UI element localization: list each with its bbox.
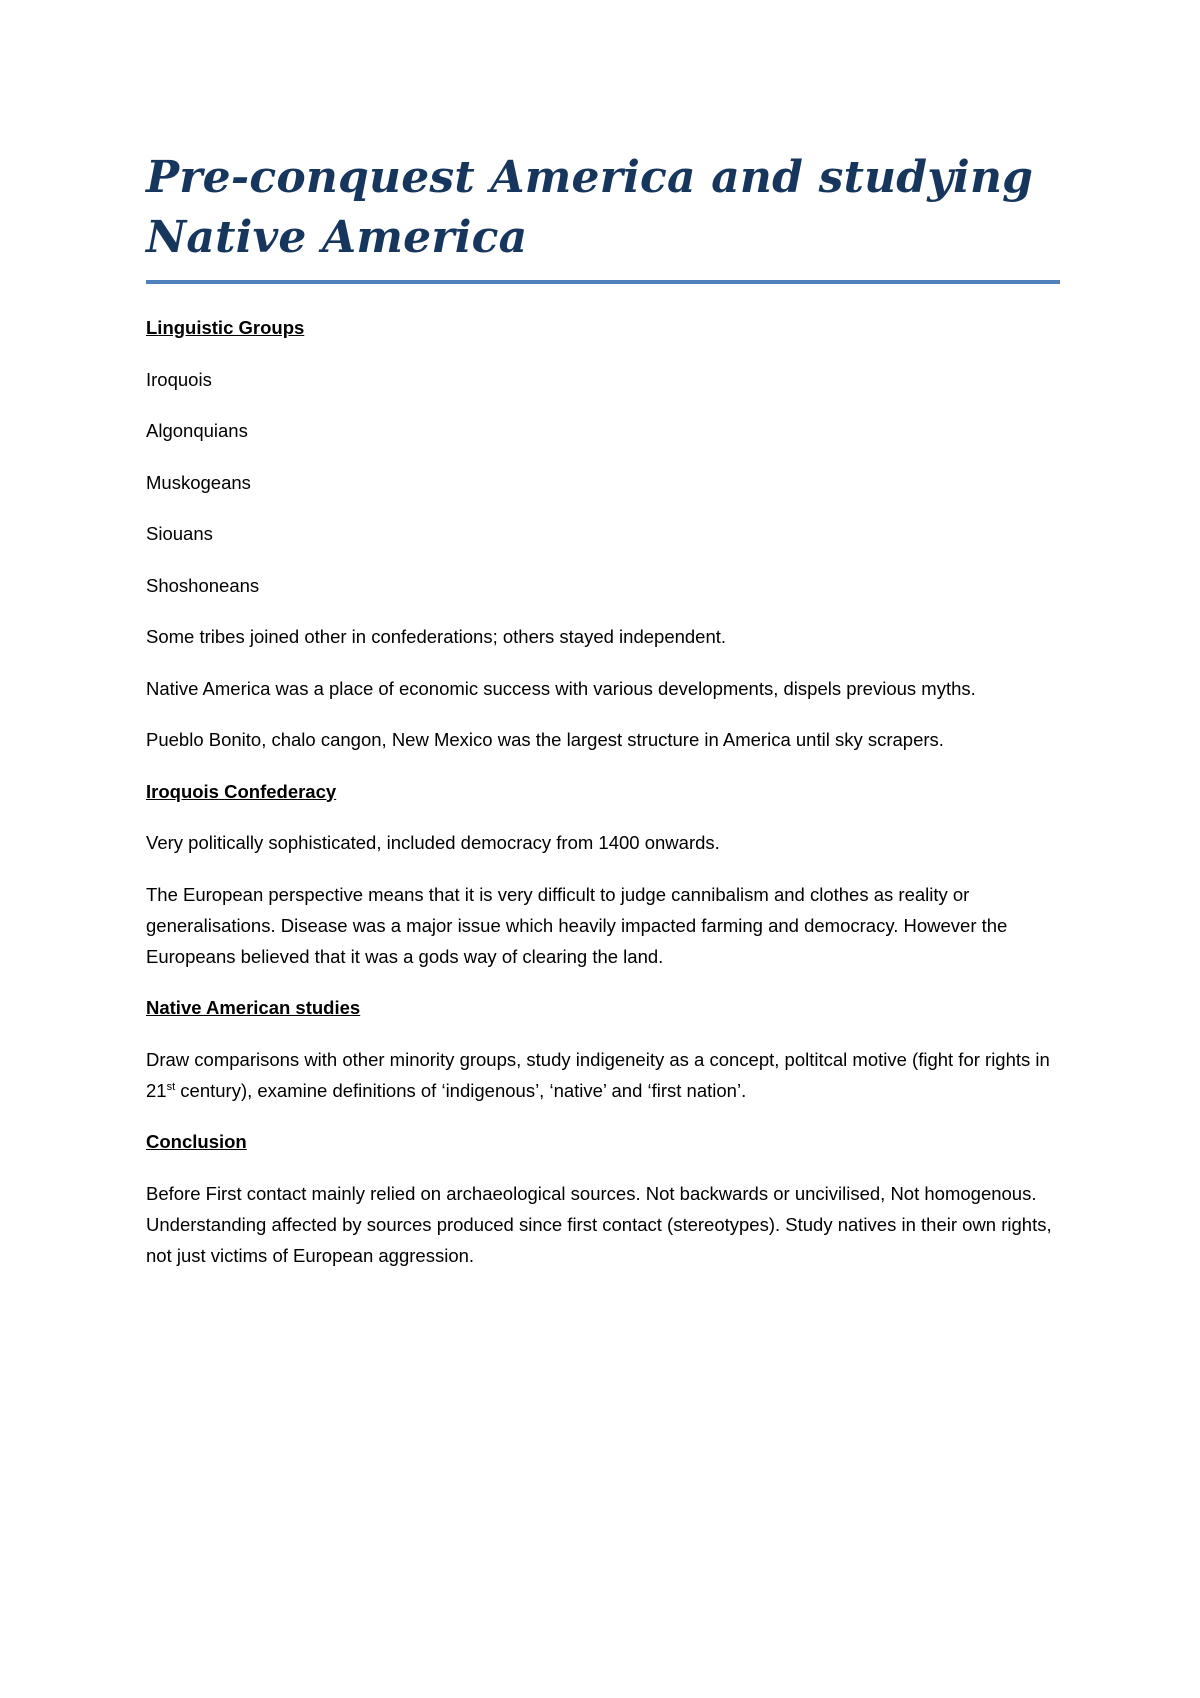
paragraph-conclusion: Before First contact mainly relied on archaeological sources. Not backwards or uncivilised, Not homogenous. Understanding affected by sources produced since first contact (stereotypes). Study natives in their own rights, not just victims of European aggression. — [146, 1182, 1052, 1266]
title-line-2: Native America — [146, 212, 528, 263]
ordinal-suffix: st — [166, 1080, 176, 1093]
paragraph-confederations: Some tribes joined other in confederations; others stayed independent. — [146, 626, 727, 647]
paragraph-comparisons — [146, 1044, 1058, 1106]
paragraph-politically-sophisticated: Very politically sophisticated, included democracy from 1400 onwards. — [146, 832, 720, 853]
comparisons-text-start: Draw comparisons with other minority groups, study indigeneity as a concept, poltitcal motive (fight for rights in 21 — [146, 1048, 1050, 1101]
list-item: Iroquois — [146, 368, 212, 390]
heading-conclusion: Conclusion — [146, 1131, 247, 1152]
paragraph-european-perspective: The European perspective means that it is very difficult to judge cannibalism and clothes as reality or generalisations. Disease was a major issue which heavily impacted farming and democracy. However the Europeans believed that it was a gods way of clearing the land. — [146, 883, 1008, 967]
paragraph-economic-success: Native America was a place of economic success with various developments, dispels previous myths. — [146, 677, 976, 699]
list-item: Algonquians — [146, 420, 248, 441]
heading-iroquois-confederacy: Iroquois Confederacy — [146, 780, 337, 802]
heading-linguistic-groups: Linguistic Groups — [146, 317, 305, 338]
list-item: Shoshoneans — [146, 574, 260, 596]
list-item: Siouans — [146, 523, 213, 544]
paragraph-pueblo-bonito: Pueblo Bonito, chalo cangon, New Mexico was the largest structure in America until sky scrapers. — [146, 729, 944, 750]
heading-native-american-studies: Native American studies — [146, 997, 361, 1018]
list-item: Muskogeans — [146, 471, 251, 493]
title-underline-rule — [146, 280, 1060, 284]
document-body — [146, 148, 1058, 1291]
title-line-1: Pre-conquest America and studying — [146, 152, 1034, 203]
comparisons-text-end: century), examine definitions of ‘indigenous’, ‘native’ and ‘first nation’. — [175, 1079, 747, 1101]
document-title — [146, 148, 1058, 274]
